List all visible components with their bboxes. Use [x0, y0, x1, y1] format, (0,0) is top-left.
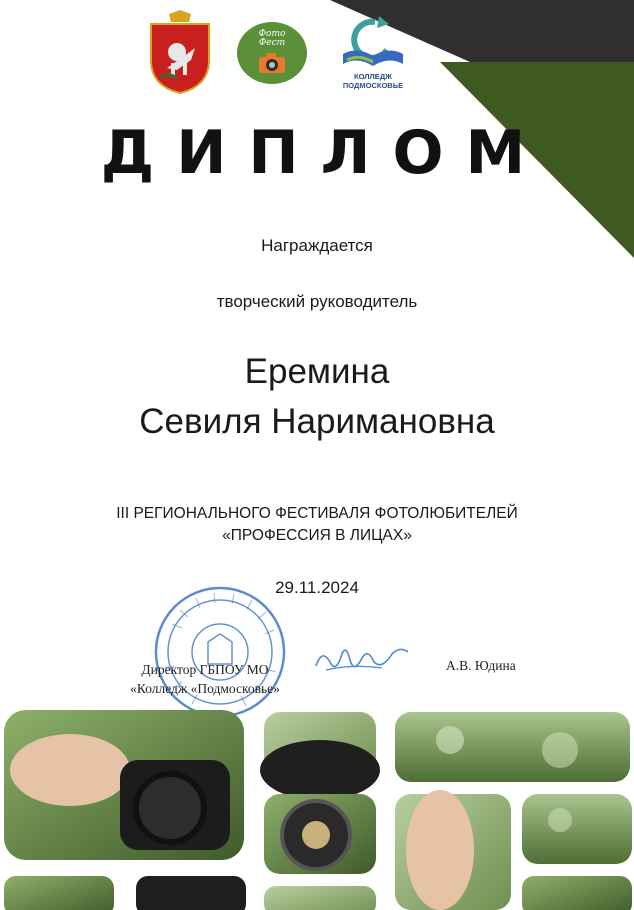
awarded-line: Награждается — [261, 236, 373, 255]
camera-icon — [258, 52, 286, 74]
college-line2: ПОДМОСКОВЬЕ — [342, 80, 404, 90]
director-position-line2: «Колледж «Подмосковье» — [130, 681, 280, 696]
photo-fest-text — [237, 30, 307, 48]
photo-fest-circle — [237, 22, 307, 84]
handwritten-signature — [312, 640, 412, 680]
award-date: 29.11.2024 — [275, 578, 359, 597]
fest-line1: Фото — [258, 29, 286, 39]
festival-name-line2: «ПРОФЕССИЯ В ЛИЦАХ» — [222, 527, 412, 544]
college-emblem-icon — [335, 14, 411, 72]
photo-tile-lens-top — [260, 712, 380, 800]
photo-tile-lens-center — [264, 794, 376, 874]
coat-of-arms-logo — [147, 8, 213, 94]
photo-tile-hand-camera — [4, 710, 244, 860]
photo-tile-bottom-row — [4, 876, 632, 910]
photo-tile-finger — [395, 790, 511, 910]
fest-line2: Фест — [258, 38, 286, 48]
recipient-role: творческий руководитель — [216, 292, 418, 311]
director-position-line1: Директор ГБПОУ МО — [141, 662, 269, 677]
photo-fest-logo — [237, 22, 311, 88]
recipient-surname: Еремина — [244, 352, 390, 391]
photo-tile-bokeh — [395, 712, 630, 782]
recipient-given-names: Севиля Наримановна — [139, 402, 495, 441]
photo-tile-greenery — [522, 794, 632, 864]
college-line1: КОЛЛЕДЖ — [354, 72, 392, 81]
diploma-title: ДИПЛОМ — [100, 118, 548, 188]
director-name: А.В. Юдина — [446, 658, 516, 673]
photo-collage — [0, 700, 634, 910]
festival-name-line1: III РЕГИОНАЛЬНОГО ФЕСТИВАЛЯ ФОТОЛЮБИТЕЛЕЙ — [116, 505, 518, 522]
director-position — [110, 660, 300, 698]
college-name — [335, 73, 411, 90]
college-logo — [335, 14, 411, 92]
